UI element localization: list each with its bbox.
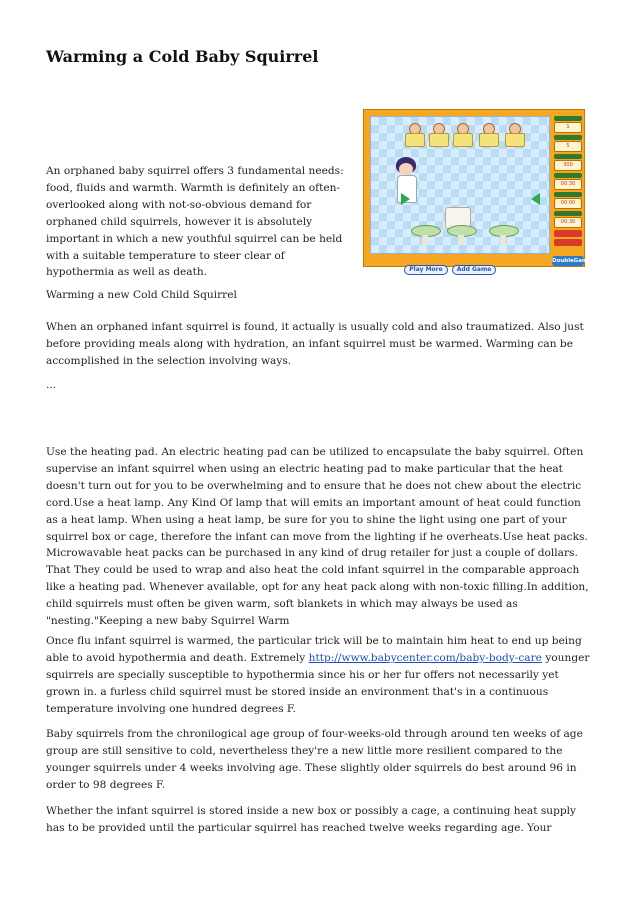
pause-button bbox=[554, 230, 582, 237]
crib-icon bbox=[505, 123, 523, 147]
paragraph-warmed-start: Once flu infant squirrel is warmed, the particular trick will be to maintain him heat to end up being able to avoid hypothermia and death. Extremely bbox=[46, 635, 582, 664]
paragraph-warmed-end: younger squirrels are specially susceptible to hypothermia since his or her fur offers not necessarily yet grown in. a furless child squirrel must be stored inside an environment that's in a continuous temperature involving one hundred degrees F. bbox=[46, 651, 590, 715]
crib-icon bbox=[405, 123, 423, 147]
timer-value: 00:30 bbox=[554, 179, 582, 190]
timer-value: 00:30 bbox=[554, 217, 582, 228]
game-stats-panel bbox=[554, 114, 582, 246]
game-arena bbox=[370, 116, 550, 254]
score-value: 300 bbox=[554, 160, 582, 171]
crib-icon bbox=[453, 123, 471, 147]
ellipsis: ... bbox=[46, 379, 57, 391]
babycenter-link[interactable]: http://www.babycenter.com/baby-body-care bbox=[308, 651, 542, 664]
play-more-button: Play More bbox=[404, 265, 448, 275]
doublegames-logo: DoubleGames bbox=[552, 258, 595, 264]
game-screenshot-image bbox=[363, 109, 595, 273]
replay-button bbox=[554, 239, 582, 246]
stat-value: 5 bbox=[554, 141, 582, 152]
paragraph-heating: Use the heating pad. An electric heating pad can be utilized to encapsulate the baby squirrel. Often supervise an infant squirrel when using an electric heating pad to make particular that the heat doesn't turn out for you to be overwhelming and to ensure that he does not chew about the electric cord.Use a heat lamp. Any Kind Of lamp that will emits an important amount of heat could function as a heat lamp. When using a heat lamp, be sure for you to shine the light using one part of your squirrel box or cage, therefore the infant can move from the lighting if he overheats.Use heat packs. Microwavable heat packs can be purchased in any kind of drug retailer for just a couple of dollars. That They could be used to wrap and also heat the cold infant squirrel in the comparable approach like a heating pad. Whenever available, opt for any heat pack along with non-toxic filling.In addition, child squirrels must often be given warm, soft blankets in which may always be used as "nesting."Keeping a new baby Squirrel Warm bbox=[46, 446, 589, 628]
subheading: Warming a new Cold Child Squirrel bbox=[46, 289, 237, 301]
arrow-left-icon bbox=[531, 193, 540, 205]
paragraph-warmed bbox=[46, 633, 594, 718]
timer-value: 00:00 bbox=[554, 198, 582, 209]
bowl-icon bbox=[489, 225, 517, 245]
intro-paragraph: An orphaned baby squirrel offers 3 fundamental needs: food, fluids and warmth. Warmth is definitely an often-overlooked along with not-so-obvious demand for orphaned child squirrels, however it is absolutely important in which a new youthful squirrel can be held with a suitable temperature to steer clear of hypothermia as well as death. bbox=[46, 165, 344, 279]
level-value: 1 bbox=[554, 122, 582, 133]
bowl-icon bbox=[447, 225, 475, 245]
crib-icon bbox=[429, 123, 447, 147]
paragraph-age: Baby squirrels from the chronilogical age group of four-weeks-old through around ten weeks of age group are still sensitive to cold, nevertheless they're a new little more resilient compared to the younger squirrels under 4 weeks involving age. These slightly older squirrels do best around 96 in order to 98 degrees F. bbox=[46, 728, 583, 791]
add-game-button: Add Game bbox=[452, 265, 496, 275]
arrow-right-icon bbox=[401, 193, 410, 205]
page-title: Warming a Cold Baby Squirrel bbox=[46, 47, 319, 66]
paragraph-found: When an orphaned infant squirrel is found, it actually is usually cold and also traumatized. Also just before providing meals along with hydration, an infant squirrel must be warmed. Warming can be accomplished in the selection involving ways. bbox=[46, 321, 584, 367]
bowl-icon bbox=[411, 225, 439, 245]
paragraph-box: Whether the infant squirrel is stored inside a new box or possibly a cage, a continuing heat supply has to be provided until the particular squirrel has reached twelve weeks regarding age. Your bbox=[46, 805, 577, 834]
crib-icon bbox=[479, 123, 497, 147]
